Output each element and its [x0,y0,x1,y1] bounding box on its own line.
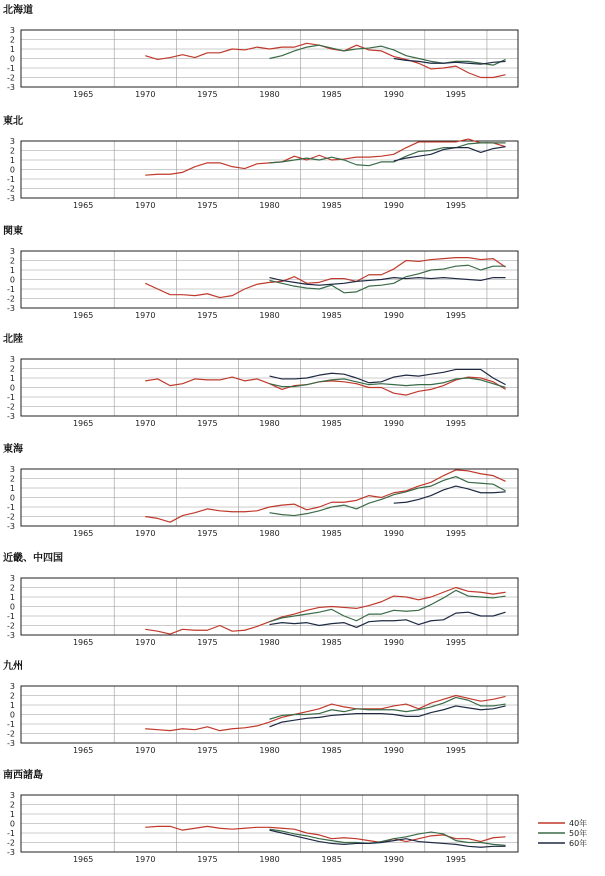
y-tick-label: -3 [7,848,15,857]
x-tick-label: 1980 [259,419,280,428]
x-tick-label: 1975 [197,311,218,320]
x-tick-label: 1990 [383,638,404,647]
x-tick-label: 1970 [135,638,156,647]
x-tick-label: 1990 [383,90,404,99]
y-tick-label: -3 [7,739,15,748]
y-tick-label: -1 [7,285,15,294]
chart-panel-5 [3,442,518,538]
y-tick-label: 1 [9,266,15,275]
y-tick-label: -3 [7,412,15,421]
x-tick-label: 1975 [197,90,218,99]
x-tick-label: 1990 [383,746,404,755]
x-tick-label: 1985 [321,855,342,864]
x-tick-label: 1975 [197,638,218,647]
y-tick-label: -1 [7,503,15,512]
y-tick-label: -3 [7,304,15,313]
y-tick-label: 1 [9,701,15,710]
y-tick-label: 3 [9,26,15,35]
x-tick-label: 1975 [197,201,218,210]
series-line-60年 [394,147,506,161]
chart-panel-4 [3,332,518,428]
y-tick-label: 2 [9,35,15,45]
x-tick-label: 1975 [197,746,218,755]
y-tick-label: 3 [9,355,15,364]
x-tick-label: 1995 [445,419,467,428]
y-tick-label: 3 [9,574,15,583]
y-tick-label: -1 [7,64,15,73]
x-tick-label: 1965 [72,855,94,864]
x-tick-label: 1990 [383,529,404,538]
legend-label: 40年 [569,819,588,828]
y-tick-label: 2 [9,583,15,593]
y-tick-label: 1 [9,593,15,602]
y-tick-label: 1 [9,810,15,819]
panel-title: 近畿、中四国 [3,553,63,564]
series-line-50年 [270,45,506,65]
x-tick-label: 1970 [135,419,156,428]
x-tick-label: 1965 [72,311,94,320]
y-tick-label: -3 [7,194,15,203]
y-tick-label: 0 [9,710,15,720]
x-tick-label: 1985 [321,638,342,647]
y-tick-label: -1 [7,393,15,402]
x-tick-label: 1970 [135,529,156,538]
y-tick-label: 3 [9,682,15,691]
y-tick-label: 2 [9,146,15,156]
x-tick-label: 1975 [197,529,218,538]
y-tick-label: -2 [7,838,15,848]
x-tick-label: 1980 [259,311,280,320]
y-tick-label: 1 [9,45,15,54]
legend [538,818,587,848]
x-tick-label: 1980 [259,638,280,647]
y-tick-label: -3 [7,83,15,92]
x-tick-label: 1965 [72,419,94,428]
y-tick-label: 0 [9,602,15,612]
x-tick-label: 1980 [259,529,280,538]
series-line-40年 [145,696,505,731]
x-tick-label: 1965 [72,90,94,99]
series-line-40年 [145,43,505,77]
y-tick-label: -2 [7,184,15,194]
x-tick-label: 1970 [135,855,156,864]
x-tick-label: 1995 [445,638,467,647]
y-tick-label: -2 [7,512,15,522]
x-tick-label: 1965 [72,746,94,755]
y-tick-label: 0 [9,383,15,393]
x-tick-label: 1975 [197,419,218,428]
panel-title: 北陸 [3,334,23,345]
y-tick-label: -2 [7,402,15,412]
x-tick-label: 1980 [259,90,280,99]
y-tick-label: -2 [7,294,15,304]
x-tick-label: 1995 [445,855,467,864]
y-tick-label: 3 [9,247,15,256]
y-tick-label: 3 [9,137,15,146]
chart-panel-1 [3,3,518,99]
x-tick-label: 1995 [445,90,467,99]
x-tick-label: 1980 [259,201,280,210]
y-tick-label: -1 [7,720,15,729]
y-tick-label: 2 [9,364,15,374]
y-tick-label: -1 [7,175,15,184]
y-tick-label: 1 [9,484,15,493]
panel-title: 北海道 [3,5,33,16]
y-tick-label: -2 [7,621,15,631]
chart-panel-3 [3,224,518,320]
series-line-50年 [270,477,506,516]
panel-title: 九州 [3,661,23,672]
y-tick-label: 0 [9,493,15,503]
y-tick-label: 1 [9,156,15,165]
y-tick-label: -3 [7,631,15,640]
x-tick-label: 1995 [445,529,467,538]
x-tick-label: 1995 [445,311,467,320]
series-line-40年 [145,258,505,298]
x-tick-label: 1965 [72,638,94,647]
x-tick-label: 1985 [321,529,342,538]
x-tick-label: 1990 [383,311,404,320]
panel-title: 関東 [3,226,23,237]
x-tick-label: 1970 [135,201,156,210]
x-tick-label: 1985 [321,201,342,210]
panel-title: 南西諸島 [3,770,43,781]
x-tick-label: 1980 [259,855,280,864]
x-tick-label: 1965 [72,201,94,210]
y-tick-label: -3 [7,522,15,531]
series-line-50年 [270,143,506,166]
legend-label: 50年 [569,829,588,838]
x-tick-label: 1965 [72,529,94,538]
y-tick-label: 3 [9,465,15,474]
y-tick-label: 2 [9,474,15,484]
x-tick-label: 1985 [321,311,342,320]
x-tick-label: 1985 [321,419,342,428]
x-tick-label: 1970 [135,746,156,755]
y-tick-label: 3 [9,791,15,800]
x-tick-label: 1970 [135,311,156,320]
y-tick-label: 0 [9,54,15,64]
series-line-50年 [270,829,506,845]
y-tick-label: 0 [9,819,15,829]
y-tick-label: -2 [7,729,15,739]
y-tick-label: -1 [7,829,15,838]
y-tick-label: 0 [9,165,15,175]
x-tick-label: 1995 [445,746,467,755]
x-tick-label: 1975 [197,855,218,864]
x-tick-label: 1990 [383,855,404,864]
y-tick-label: 1 [9,374,15,383]
x-tick-label: 1970 [135,90,156,99]
x-tick-label: 1985 [321,746,342,755]
y-tick-label: 2 [9,691,15,701]
y-tick-label: 2 [9,800,15,810]
panel-title: 東北 [3,116,23,127]
panel-title: 東海 [3,444,23,455]
series-line-50年 [270,590,506,621]
chart-panel-7 [3,659,518,755]
x-tick-label: 1980 [259,746,280,755]
chart-panel-2 [3,114,518,210]
x-tick-label: 1995 [445,201,467,210]
y-tick-label: -2 [7,73,15,83]
y-tick-label: 0 [9,275,15,285]
chart-panel-6 [3,551,518,647]
x-tick-label: 1985 [321,90,342,99]
legend-label: 60年 [569,839,588,848]
chart-panel-8 [3,768,518,864]
x-tick-label: 1990 [383,201,404,210]
x-tick-label: 1990 [383,419,404,428]
y-tick-label: 2 [9,256,15,266]
y-tick-label: -1 [7,612,15,621]
